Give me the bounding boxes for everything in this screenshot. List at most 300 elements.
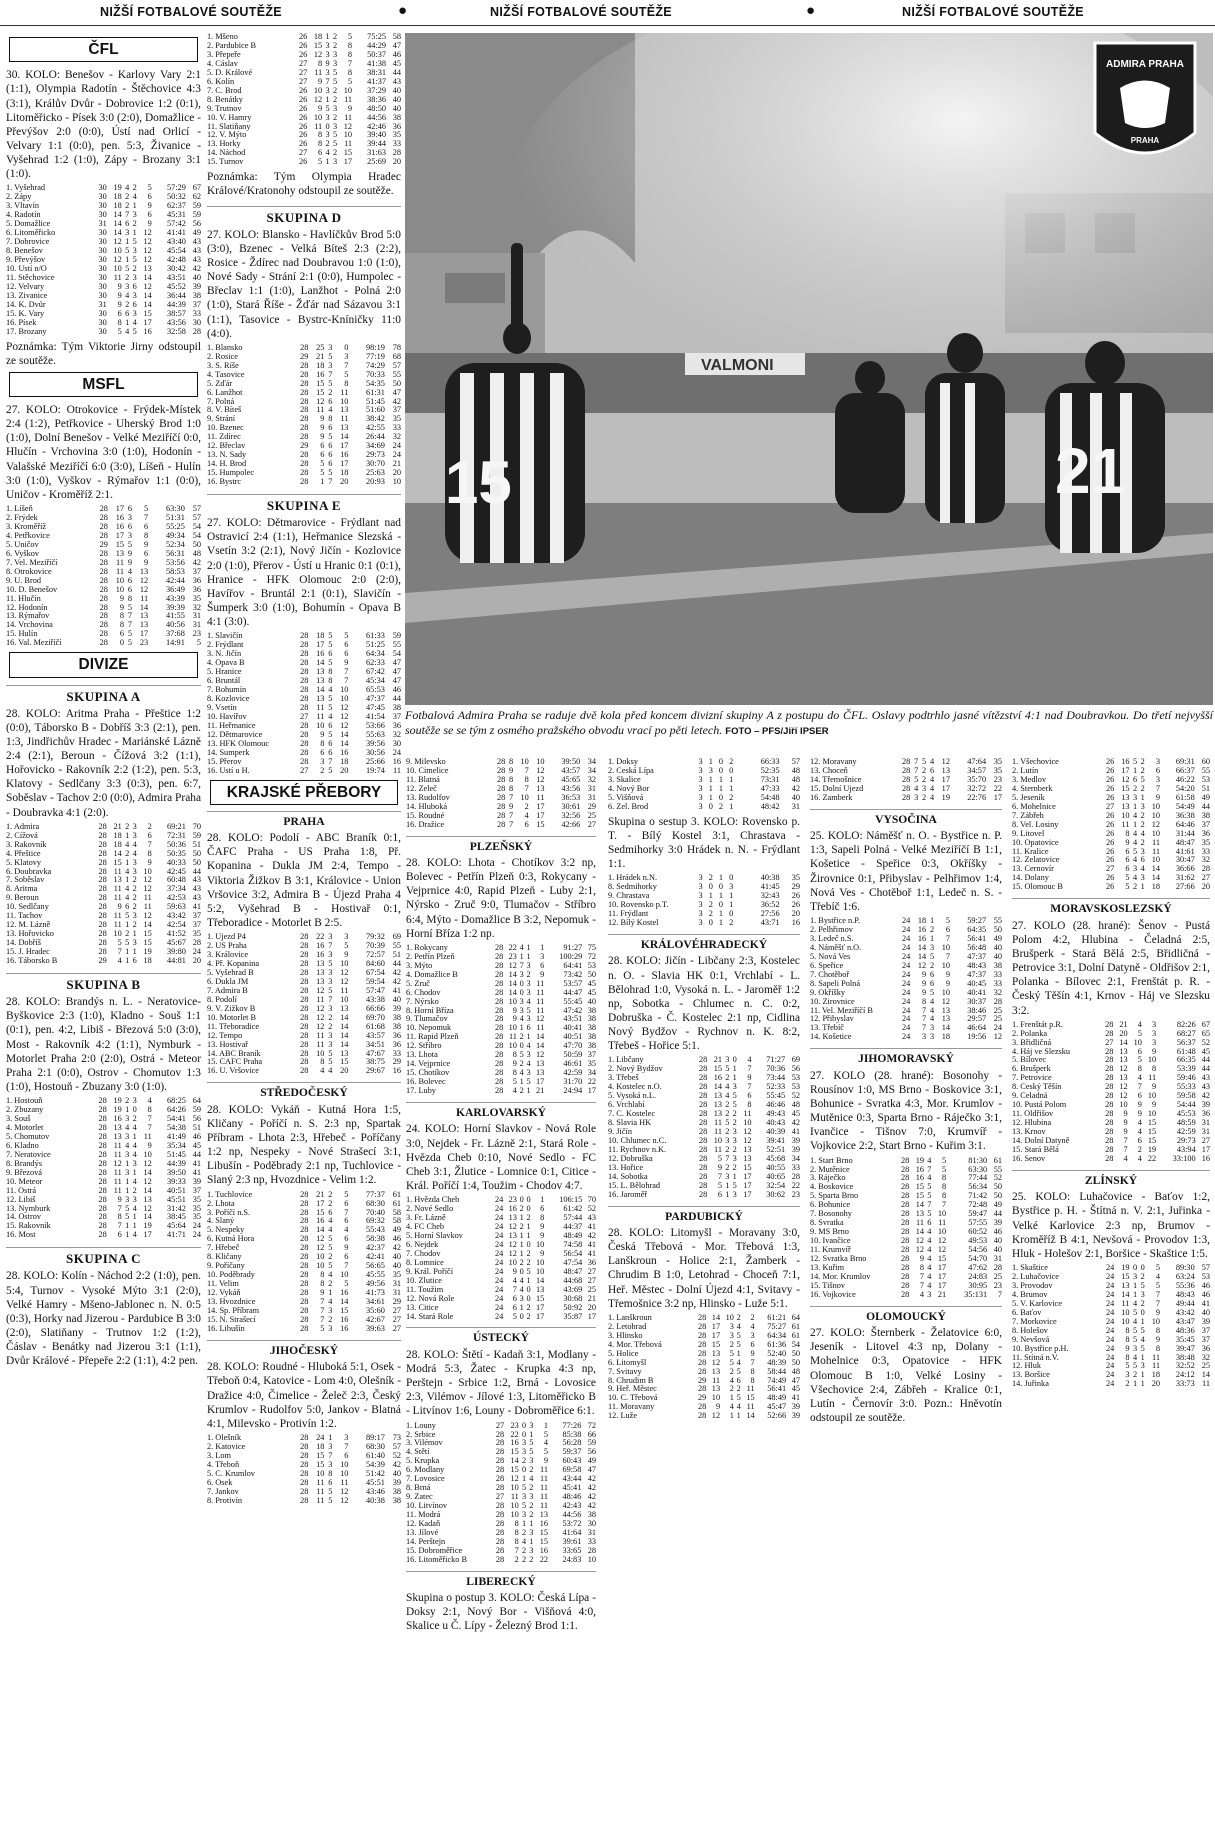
stat-cell: 3 bbox=[132, 1158, 137, 1168]
team-name-cell: 15. K. Vary bbox=[6, 309, 45, 318]
stat-cell: 10 bbox=[113, 246, 122, 256]
team-name-cell: 16. Vojkovice bbox=[810, 1290, 856, 1299]
stat-cell: 7 bbox=[747, 1082, 752, 1092]
standings-table bbox=[207, 1434, 401, 1506]
stat-cell: 4 bbox=[927, 1227, 932, 1237]
team-name-cell: 10. Ústí n/O bbox=[6, 264, 47, 273]
stat-cell: 28 bbox=[900, 1191, 910, 1201]
team-name-cell: 6. Speřice bbox=[810, 961, 844, 970]
stat-cell: 2 bbox=[725, 1144, 730, 1154]
stat-cell: 36 bbox=[392, 1030, 401, 1040]
stat-cell: 8 bbox=[1151, 1064, 1157, 1074]
stat-cell: 41:52 bbox=[167, 929, 186, 939]
stat-cell: 2 bbox=[332, 94, 338, 104]
stat-cell: 13 bbox=[713, 1109, 722, 1119]
stat-cell: 13 bbox=[713, 1100, 722, 1110]
team-name-cell: 9. Převýšov bbox=[6, 255, 46, 264]
stat-cell: 28 bbox=[697, 1312, 707, 1322]
region-title-moravskoslezsky: MORAVSKOSLEZSKÝ bbox=[1012, 898, 1210, 916]
results-group-b: 28. KOLO: Brandýs n. L. - Neratovice-Byškovice 2:3 (1:0), Kladno - Souš 1:1 (0:1), pen. 4:2, Libiš - Březová 5:0 (3:0), Most - Rakovník 4:2 (1:1), Nymburk - Motorlet Praha 2:0 (2:0), Ostrá - Meteor Praha 2:1 (0:0), Ostrov - Chomutov 1:3 (1:0), Hostouň - Zbuzany 3:0 (1:0). bbox=[6, 996, 201, 1093]
stat-cell: 12 bbox=[313, 94, 323, 104]
running-head bbox=[0, 0, 1215, 26]
stat-cell: 10 bbox=[340, 396, 349, 406]
stat-cell: 17 bbox=[343, 157, 353, 167]
stat-cell: 31 bbox=[98, 299, 107, 309]
stat-cell: 10 bbox=[340, 1459, 349, 1469]
team-name-cell: 13. Nymburk bbox=[6, 1204, 51, 1213]
stat-cell: 3 bbox=[132, 308, 137, 318]
stat-cell: 28 bbox=[300, 756, 309, 766]
stat-cell: 3 bbox=[328, 1003, 333, 1013]
stat-cell: 3 bbox=[125, 1149, 130, 1159]
stat-cell: 11 bbox=[746, 1384, 755, 1394]
stat-cell: 15 bbox=[510, 1447, 519, 1457]
stat-cell: 39:47 bbox=[1175, 1343, 1195, 1353]
stat-cell: 7 bbox=[328, 994, 333, 1004]
stat-cell: 50 bbox=[587, 969, 596, 979]
stat-cell: 58 bbox=[392, 1216, 401, 1226]
stat-cell: 9 bbox=[1151, 1100, 1157, 1110]
stat-cell: 26 bbox=[1106, 783, 1115, 793]
stat-cell: 27 bbox=[1105, 1037, 1114, 1047]
stat-cell: 2 bbox=[732, 1109, 737, 1119]
stat-cell: 8 bbox=[942, 1173, 947, 1183]
stat-cell: 23 bbox=[192, 629, 201, 639]
stat-cell: 52:51 bbox=[766, 1144, 786, 1154]
stat-cell: 13 bbox=[113, 1131, 122, 1141]
stat-cell: 11 bbox=[536, 792, 545, 802]
stat-cell: 56:31 bbox=[165, 548, 185, 558]
team-name-cell: 6. Doubravka bbox=[6, 867, 52, 876]
stat-cell: 17 bbox=[536, 1311, 545, 1321]
stat-cell: 9 bbox=[1155, 792, 1161, 802]
stat-cell: 11 bbox=[113, 920, 122, 930]
stat-cell: 12 bbox=[536, 774, 545, 784]
results-msfl: 27. KOLO: Otrokovice - Frýdek-Místek 2:4 (1:2), Petřkovice - Uherský Brod 1:0 (1:0), Dolní Benešov - Velké Meziříčí 0:0, Hlučín - Vrchovina 3:0 (1:0), Hodonín - Valašské Meziříčí 6:0 (3:0), Líšeň - Hulín 3:0 (1:0), Vyškov - Rýmařov 1:1 (0:0), Uničov - Kroměříž 2:1. bbox=[6, 404, 201, 501]
stat-cell: 1 bbox=[1133, 765, 1138, 775]
stat-cell: 5 bbox=[125, 246, 130, 256]
stat-cell: 4 bbox=[328, 711, 333, 721]
stat-cell: 10 bbox=[711, 1393, 721, 1403]
table-row bbox=[1012, 1155, 1210, 1164]
stat-cell: 8 bbox=[922, 996, 927, 1006]
stat-cell: 44:29 bbox=[367, 40, 387, 50]
stat-cell: 28 bbox=[98, 1131, 107, 1141]
stat-cell: 11 bbox=[113, 866, 122, 876]
stat-cell: 28 bbox=[698, 1055, 708, 1065]
column-2 bbox=[207, 33, 401, 1841]
photo-caption bbox=[405, 708, 1213, 738]
stat-cell: 7 bbox=[328, 941, 333, 951]
stat-cell: 62:37 bbox=[167, 201, 186, 211]
stat-cell: 1 bbox=[125, 1230, 130, 1240]
stat-cell: 54:49 bbox=[1175, 801, 1195, 811]
stat-cell: 28 bbox=[98, 1230, 107, 1240]
stat-cell: 10 bbox=[508, 1041, 517, 1051]
stat-cell: 8 bbox=[508, 758, 514, 766]
stat-cell: 28 bbox=[1105, 1064, 1114, 1074]
team-name-cell: 9. Strání bbox=[207, 415, 236, 424]
stat-cell: 24 bbox=[1106, 1343, 1115, 1353]
stat-cell: 8 bbox=[750, 1366, 755, 1376]
stat-cell: 48:42 bbox=[760, 801, 780, 811]
stat-cell: 1 bbox=[1133, 801, 1138, 811]
stat-cell: 13 bbox=[1119, 1046, 1128, 1056]
stat-cell: 56 bbox=[192, 219, 201, 229]
stat-cell: 57 bbox=[791, 758, 800, 766]
stat-cell: 9 bbox=[1123, 1127, 1128, 1137]
stat-cell: 35:45 bbox=[1175, 1334, 1195, 1344]
stat-cell: 28 bbox=[902, 758, 911, 766]
team-name-cell: 13. Černovír bbox=[1012, 865, 1054, 874]
stat-cell: 68:30 bbox=[366, 1198, 385, 1208]
stat-cell: 28 bbox=[300, 667, 309, 677]
stat-cell: 3 bbox=[1140, 846, 1145, 856]
stat-cell: 5 bbox=[1155, 1280, 1161, 1290]
stat-cell: 57 bbox=[192, 512, 201, 522]
stat-cell: 28 bbox=[698, 1118, 708, 1128]
stat-cell: 3 bbox=[729, 882, 734, 892]
stat-cell: 7 bbox=[922, 1023, 927, 1033]
standings-table bbox=[6, 1097, 201, 1240]
stat-cell: 5 bbox=[736, 1339, 741, 1349]
jersey-number-right: 21 bbox=[1055, 435, 1127, 507]
standings-table bbox=[6, 823, 201, 966]
stat-cell: 42 bbox=[392, 1243, 401, 1253]
stat-cell: 3 bbox=[526, 978, 531, 988]
stat-cell: 8 bbox=[1125, 1325, 1130, 1335]
stat-cell: 9 bbox=[540, 969, 545, 979]
stat-cell: 35:34 bbox=[167, 1140, 186, 1150]
stat-cell: 3 bbox=[725, 1171, 730, 1181]
stat-cell: 36 bbox=[392, 121, 401, 131]
stat-cell: 6 bbox=[328, 450, 333, 460]
stat-cell: 28 bbox=[494, 1032, 504, 1042]
stat-cell: 8 bbox=[119, 611, 124, 621]
stat-cell: 34:57 bbox=[967, 765, 987, 775]
stat-cell: 33:100 bbox=[1172, 1153, 1196, 1163]
stat-cell: 28 bbox=[587, 1545, 596, 1555]
stat-cell: 9 bbox=[119, 602, 124, 612]
stat-cell: 8 bbox=[328, 667, 333, 677]
team-name-cell: 8. Brná bbox=[406, 1484, 431, 1493]
stat-cell: 28 bbox=[494, 996, 504, 1006]
stat-cell: 7 bbox=[147, 1122, 152, 1132]
stat-cell: 4 bbox=[512, 1086, 517, 1096]
stat-cell: 12 bbox=[143, 281, 152, 291]
stat-cell: 45 bbox=[587, 978, 596, 988]
team-name-cell: 13. Hořice bbox=[608, 1163, 644, 1172]
stat-cell: 1 bbox=[125, 830, 130, 840]
stat-cell: 0 bbox=[519, 978, 524, 988]
team-name-cell: 1. Všechovice bbox=[1012, 758, 1059, 766]
stat-cell: 9 bbox=[715, 1402, 721, 1412]
stat-cell: 28 bbox=[697, 1348, 707, 1358]
team-name-cell: 5. Sparta Brno bbox=[810, 1192, 859, 1201]
stat-cell: 11 bbox=[316, 405, 325, 415]
stat-cell: 53 bbox=[1201, 1271, 1210, 1281]
team-name-cell: 9. Litovel bbox=[1012, 829, 1045, 838]
stat-cell: 28 bbox=[494, 960, 504, 970]
stat-cell: 6 bbox=[328, 738, 333, 748]
stat-cell: 35:131 bbox=[964, 1289, 988, 1299]
stat-cell: 25 bbox=[993, 1014, 1002, 1024]
stat-cell: 28 bbox=[98, 875, 107, 885]
stat-cell: 7 bbox=[725, 1153, 730, 1163]
stat-cell: 3 bbox=[1140, 873, 1145, 883]
stat-cell: 9 bbox=[127, 557, 133, 567]
standings-table bbox=[207, 933, 401, 1076]
stat-cell: 28 bbox=[300, 631, 309, 641]
team-name-cell: 6. Lanžhot bbox=[207, 388, 243, 397]
stat-cell: 4 bbox=[927, 1262, 932, 1272]
stat-cell: 2 bbox=[332, 85, 338, 95]
team-name-cell: 2. Čížová bbox=[6, 831, 38, 840]
stat-cell: 5 bbox=[320, 1323, 325, 1333]
stat-cell: 12 bbox=[508, 960, 517, 970]
results-olomoucky: 27. KOLO: Šternberk - Želatovice 6:0, Jeseník - Litovel 4:3 np, Dolany - Mohelnice 0:3, Opatovice - HFK Olomouc B 1:0, Velké Losiny - Všechovice 2:4, Zábřeh - Kralice 0:1, Lutín - Černovír 3:0. Pozn.: Hněvotín odstoupil ze soutěže. bbox=[810, 1327, 1002, 1425]
stat-cell: 2 bbox=[328, 1021, 333, 1031]
results-cfl: 30. KOLO: Benešov - Karlovy Vary 2:1 (1:1), Olympia Radotín - Štěchovice 4:3 (3:1), Králův Dvůr - Dobrovice 1:2 (0:1), Litoměřicko - Písek 3:0 (2:0), Domažlice - Převýšov 2:0 (0:0), Ústí nad Orlicí - Velvary 1:1 (0:0), pen. 5:3, Živanice - Vyšehrad 1:2 (1:0), Zápy - Brozany 3:1 (1:0). bbox=[6, 69, 201, 181]
stat-cell: 31:63 bbox=[367, 148, 387, 158]
stat-cell: 26 bbox=[1106, 873, 1115, 883]
stat-cell: 2 bbox=[529, 1483, 534, 1493]
stat-cell: 3 bbox=[332, 121, 338, 131]
stat-cell: 1 bbox=[529, 1536, 534, 1546]
stat-cell: 5 bbox=[328, 1057, 333, 1067]
stat-cell: 45 bbox=[791, 1384, 800, 1394]
stat-cell: 64 bbox=[791, 1312, 800, 1322]
team-name-cell: 17. Brozany bbox=[6, 327, 47, 336]
team-name-cell: 16. Dražice bbox=[406, 820, 445, 829]
stat-cell: 28 bbox=[300, 1207, 309, 1217]
stat-cell: 36 bbox=[1201, 828, 1210, 838]
stat-cell: 24 bbox=[1106, 1271, 1115, 1281]
stat-cell: 8 bbox=[942, 1191, 947, 1201]
stat-cell: 7 bbox=[508, 819, 514, 829]
standings-table bbox=[1012, 1264, 1210, 1389]
stat-cell: 20 bbox=[340, 765, 349, 775]
stat-cell: 6 bbox=[127, 504, 133, 514]
stat-cell: 7 bbox=[1155, 783, 1161, 793]
stat-cell: 29 bbox=[791, 882, 800, 892]
stat-cell: 3 bbox=[929, 942, 935, 952]
team-name-cell: 2. Frýdek bbox=[6, 513, 38, 522]
stat-cell: 28 bbox=[496, 758, 506, 766]
stat-cell: 40 bbox=[392, 85, 401, 95]
stat-cell: 10 bbox=[508, 1257, 517, 1267]
stat-cell: 3 bbox=[125, 281, 130, 291]
stat-cell: 11 bbox=[393, 765, 401, 775]
team-name-cell: 10. Motorlet B bbox=[207, 1013, 257, 1022]
stat-cell: 5 bbox=[526, 1266, 531, 1276]
stat-cell: 9 bbox=[1155, 1307, 1161, 1317]
stat-cell: 1 bbox=[718, 909, 724, 919]
stat-cell: 33 bbox=[587, 1536, 596, 1546]
stat-cell: 28 bbox=[98, 1140, 107, 1150]
stat-cell: 28 bbox=[1105, 1019, 1114, 1029]
team-name-cell: 11. Rychnov n.K. bbox=[608, 1145, 667, 1154]
stat-cell: 28 bbox=[300, 994, 309, 1004]
stat-cell: 10 bbox=[143, 866, 152, 876]
team-name-cell: 2. Srbice bbox=[406, 1430, 436, 1439]
stat-cell: 34 bbox=[587, 765, 596, 775]
stat-cell: 8 bbox=[320, 1279, 325, 1289]
stat-cell: 28 bbox=[495, 1510, 505, 1520]
stat-cell: 12 bbox=[143, 246, 152, 256]
stat-cell: 32 bbox=[1201, 1352, 1210, 1362]
team-name-cell: 10. Žlutice bbox=[406, 1276, 442, 1285]
stat-cell: 8 bbox=[1155, 1325, 1161, 1335]
stat-cell: 47:64 bbox=[967, 758, 987, 766]
stat-cell: 3 bbox=[698, 792, 703, 802]
stat-cell: 50 bbox=[791, 1357, 800, 1367]
jersey-number-left: 15 bbox=[445, 449, 512, 516]
stat-cell: 30 bbox=[98, 246, 107, 256]
stat-cell: 61 bbox=[392, 1198, 401, 1208]
stat-cell: 7 bbox=[127, 620, 133, 630]
team-name-cell: 7. Vel. Meziříčí bbox=[6, 558, 58, 567]
stat-cell: 35:70 bbox=[967, 774, 987, 784]
stat-cell: 6 bbox=[127, 521, 133, 531]
team-name-cell: 14. Vejprnice bbox=[406, 1060, 451, 1069]
stat-cell: 42 bbox=[587, 1474, 596, 1484]
stat-cell: 9 bbox=[143, 557, 149, 567]
stat-cell: 11 bbox=[113, 272, 122, 282]
stat-cell: 37:34 bbox=[167, 884, 186, 894]
stat-cell: 36 bbox=[192, 575, 201, 585]
stat-cell: 37 bbox=[392, 711, 401, 721]
stat-cell: 5 bbox=[521, 1483, 527, 1493]
stat-cell: 28 bbox=[698, 1153, 708, 1163]
stat-cell: 15 bbox=[915, 1182, 924, 1192]
stat-cell: 28 bbox=[900, 1262, 910, 1272]
stat-cell: 22 bbox=[510, 1429, 519, 1439]
stat-cell: 4 bbox=[725, 1091, 730, 1101]
stat-cell: 4 bbox=[543, 1438, 549, 1448]
team-name-cell: 1. Libčany bbox=[608, 1056, 644, 1065]
standings-table bbox=[207, 33, 401, 167]
team-name-cell: 9. Poříčany bbox=[207, 1262, 245, 1271]
team-name-cell: 16. Ústí u H. bbox=[207, 766, 250, 775]
stat-cell: 5 bbox=[529, 1438, 534, 1448]
stat-cell: 5 bbox=[1133, 758, 1138, 766]
stat-cell: 14 bbox=[508, 978, 517, 988]
stat-cell: 17 bbox=[1201, 1145, 1210, 1154]
stat-cell: 28 bbox=[902, 783, 911, 793]
stat-cell: 4 bbox=[529, 1474, 534, 1484]
stat-cell: 14 bbox=[508, 987, 517, 997]
stat-cell: 5 bbox=[512, 1077, 517, 1087]
stat-cell: 4 bbox=[147, 1096, 152, 1106]
stat-cell: 26 bbox=[1106, 758, 1115, 766]
team-name-cell: 11. Blatná bbox=[406, 775, 440, 784]
team-name-cell: 2. Zbuzany bbox=[6, 1106, 44, 1115]
stat-cell: 45:65 bbox=[561, 774, 581, 784]
stat-cell: 21 bbox=[113, 821, 122, 831]
stat-cell: 9 bbox=[512, 1014, 517, 1024]
stat-cell: 24 bbox=[993, 1023, 1002, 1033]
stat-cell: 8 bbox=[328, 414, 333, 424]
stat-cell: 10 bbox=[316, 1048, 325, 1058]
stat-cell: 24 bbox=[494, 1195, 504, 1205]
stat-cell: 3 bbox=[750, 1330, 755, 1340]
stat-cell: 5 bbox=[332, 67, 338, 77]
stat-cell: 9 bbox=[919, 1254, 924, 1264]
stat-cell: 35 bbox=[392, 130, 401, 140]
stat-cell: 2 bbox=[526, 1257, 531, 1267]
stat-cell: 24 bbox=[494, 1275, 504, 1285]
stat-cell: 26 bbox=[298, 130, 308, 140]
stat-cell: 41 bbox=[192, 1158, 201, 1168]
stat-cell: 5 bbox=[328, 765, 333, 775]
stat-cell: 2 bbox=[1133, 783, 1138, 793]
stat-cell: 15 bbox=[536, 819, 545, 829]
stat-cell: 48:43 bbox=[967, 960, 987, 970]
stat-cell: 24 bbox=[1106, 1379, 1115, 1389]
stat-cell: 28 bbox=[698, 1064, 708, 1074]
stat-cell: 10 bbox=[941, 942, 950, 952]
stat-cell: 9 bbox=[127, 548, 133, 558]
stat-cell: 7 bbox=[914, 758, 919, 766]
team-name-cell: 9. Milevsko bbox=[406, 758, 446, 766]
table-row bbox=[6, 1231, 201, 1240]
stat-cell: 3 bbox=[519, 996, 524, 1006]
stat-cell: 15 bbox=[340, 1305, 349, 1315]
stat-cell: 29 bbox=[392, 1057, 401, 1067]
stat-cell: 17 bbox=[941, 774, 950, 784]
stat-cell: 0 bbox=[718, 758, 724, 766]
stat-cell: 4 bbox=[132, 839, 137, 849]
stat-cell: 28 bbox=[1105, 1046, 1114, 1056]
stat-cell: 28 bbox=[791, 1171, 800, 1181]
stat-cell: 4 bbox=[328, 1216, 333, 1226]
stat-cell: 28 bbox=[300, 658, 309, 668]
stat-cell: 24:94 bbox=[563, 1086, 583, 1096]
stat-cell: 27 bbox=[392, 1323, 401, 1333]
stat-cell: 29:73 bbox=[1176, 1136, 1196, 1146]
results-zlinsky: 25. KOLO: Luhačovice - Baťov 1:2, Bystřice p. H. - Štítná n. V. 2:1, Juřinka - Velké Karlovice 2:3 np, Brumov - Kroměříž B 4:1, Nevšová - Provodov 1:3, Hluk - Holešov 2:1, Boršice - Skaštice 1:5. bbox=[1012, 1191, 1210, 1260]
stat-cell: 77:37 bbox=[366, 1189, 385, 1199]
stat-cell: 8 bbox=[328, 676, 333, 686]
stat-cell: 5 bbox=[143, 504, 149, 514]
stat-cell: 1 bbox=[732, 1073, 737, 1083]
team-name-cell: 13. Třebíč bbox=[810, 1024, 844, 1033]
stat-cell: 24 bbox=[1106, 1352, 1115, 1362]
stat-cell: 5 bbox=[529, 1447, 534, 1457]
stat-cell: 12 bbox=[143, 1158, 152, 1168]
stat-cell: 2 bbox=[125, 272, 130, 282]
stat-cell: 64:46 bbox=[1175, 819, 1195, 829]
stat-cell: 5 bbox=[127, 638, 133, 648]
stat-cell: 51 bbox=[1201, 783, 1210, 793]
stat-cell: 15 bbox=[143, 308, 152, 318]
stat-cell: 18 bbox=[316, 360, 325, 370]
team-name-cell: 2. Frýdlant bbox=[207, 641, 244, 650]
stat-cell: 28 bbox=[99, 593, 108, 603]
stat-cell: 4 bbox=[526, 1041, 531, 1051]
stat-cell: 7 bbox=[927, 1200, 932, 1210]
stat-cell: 32 bbox=[1201, 855, 1210, 865]
team-name-cell: 11. Kralice bbox=[1012, 847, 1049, 856]
stat-cell: 7 bbox=[945, 951, 950, 961]
stat-cell: 2 bbox=[526, 1213, 531, 1223]
stat-cell: 1 bbox=[519, 1239, 524, 1249]
stat-cell: 28 bbox=[98, 830, 107, 840]
stat-cell: 40:56 bbox=[165, 620, 185, 630]
team-name-cell: 14. Ostrov bbox=[6, 1213, 42, 1222]
stat-cell: 2 bbox=[125, 201, 130, 211]
